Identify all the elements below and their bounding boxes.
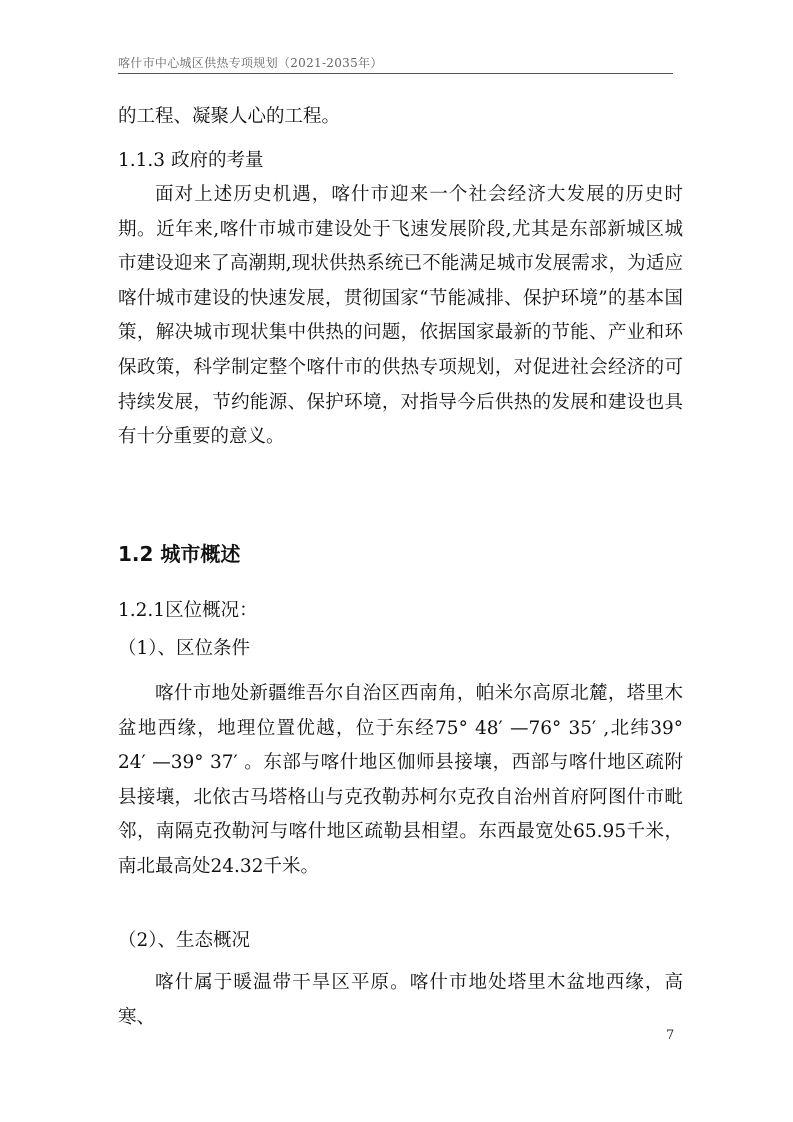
continuation-line: 的工程、凝聚人心的工程。 xyxy=(118,106,341,127)
subsection-heading-1-1-3: 1.1.3 政府的考量 xyxy=(118,150,264,171)
list-item-location-conditions: （1）、区位条件 xyxy=(118,638,251,659)
paragraph-government-considerations: 面对上述历史机遇，喀什市迎来一个社会经济大发展的历史时期。近年来,喀什市城市建设处于飞速发展阶段,尤其是东部新城区城市建设迎来了高潮期,现状供热系统已不能满足城市发展需求，为适应喀什城市建设的快速发展，贯彻国家“节能减排、保护环境”的基本国策，解决城市现状集中供热的问题，依据国家最新的节能、产业和环保政策，科学制定整个喀什市的供热专项规划，对促进社会经济的可持续发展，节约能源、保护环境，对指导今后供热的发展和建设也具有十分重要的意义。 xyxy=(118,184,683,448)
paragraph-location: 喀什市地处新疆维吾尔自治区西南角，帕米尔高原北麓，塔里木盆地西缘，地理位置优越，位于东经75° 48′ —76° 35′ ,北纬39° 24′ —39° 37′ 。东部与喀什地区伽师县接壤，西部与喀什地区疏附县接壤，北依古马塔格山与克孜勒苏柯尔克孜自治州首府阿图什市毗邻，南隔克孜勒河与喀什地区疏勒县相望。东西最宽处65.95千米，南北最高处24.32千米。 xyxy=(118,683,683,877)
running-header: 喀什市中心城区供热专项规划（2021-2035年） xyxy=(118,56,383,70)
page-number: 7 xyxy=(666,1028,675,1043)
list-item-ecology-overview: （2）、生态概况 xyxy=(118,930,251,951)
section-heading-1-2: 1.2 城市概述 xyxy=(118,542,241,566)
subsection-heading-1-2-1: 1.2.1区位概况： xyxy=(118,600,258,621)
header-divider xyxy=(118,73,673,74)
paragraph-ecology: 喀什属于暖温带干旱区平原。喀什市地处塔里木盆地西缘，高寒、 xyxy=(118,972,683,1028)
